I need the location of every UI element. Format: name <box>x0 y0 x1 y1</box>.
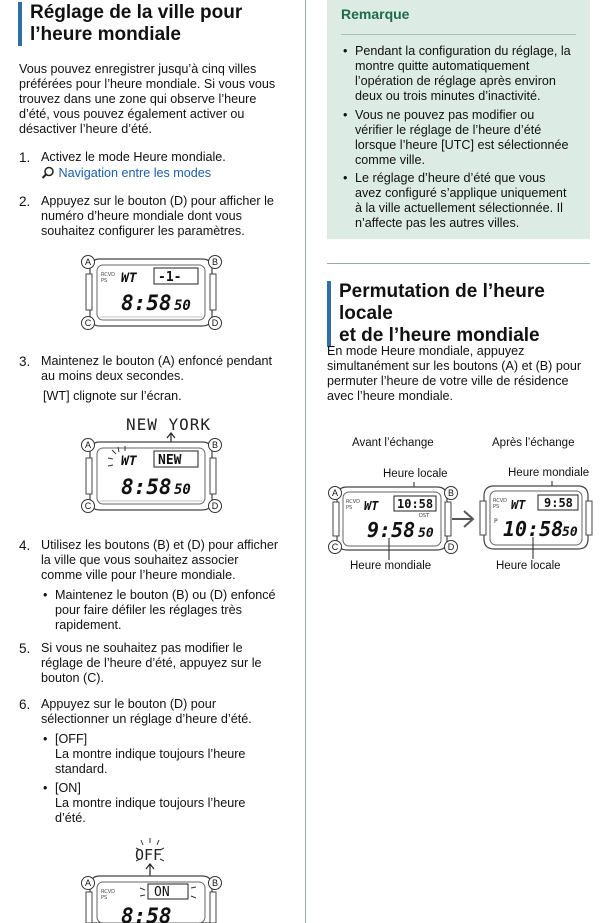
world-time-main: 9:58 <box>367 518 416 542</box>
mode-navigation-link[interactable]: Navigation entre les modes <box>41 166 211 183</box>
step-number: 5. <box>19 641 31 656</box>
seconds-display: 50 <box>562 525 578 540</box>
time-display: 8:58 <box>121 904 172 923</box>
time-display: 8:58 <box>121 475 172 499</box>
bullet-item: • [OFF] La montre indique toujours l’heure standard. <box>55 732 245 777</box>
search-icon <box>41 166 55 183</box>
step-text: Maintenez le bouton (A) enfoncé pendant au moins deux secondes. <box>41 354 273 383</box>
wt-indicator: WT <box>121 271 137 286</box>
note-divider <box>341 34 576 35</box>
note-item: • Vous ne pouvez pas modifier ou vérifier le réglage de l’heure d’été lorsque l’heure [UTC] est sélectionnée comme ville. <box>355 108 585 168</box>
button-a-label: A <box>81 255 95 269</box>
svg-text:RCVD: RCVD <box>346 499 360 505</box>
button-c-label: C <box>328 540 342 554</box>
step-text: Appuyez sur le bouton (D) pour afficher le numéro d’heure mondiale dont vous souhaitez configurer les paramètres. <box>41 194 274 238</box>
button-d-label: D <box>208 499 222 513</box>
button-d-label: D <box>208 316 222 330</box>
step-text: Appuyez sur le bouton (D) pour sélectionner un réglage d’heure d’été. <box>41 697 252 726</box>
city-code: NEW <box>158 453 182 468</box>
before-swap-label: Avant l’échange <box>352 437 434 449</box>
wt-indicator: WT <box>121 454 137 469</box>
pm-indicator: P <box>494 518 498 525</box>
button-b-label: B <box>208 876 222 890</box>
note-item: • Pendant la configuration du réglage, la montre quitte automatiquement l’opération de réglage après environ deux ou trois minutes d’inactivité. <box>355 44 585 104</box>
button-c-label: C <box>81 499 95 513</box>
watch-display-dst-setting <box>78 836 224 923</box>
button-b-label: B <box>208 255 222 269</box>
step-text: Si vous ne souhaitez pas modifier le réglage de l’heure d’été, appuyez sur le bouton (C). <box>41 641 262 685</box>
step-text: Activez le mode Heure mondiale. <box>41 150 226 164</box>
watch-after-swap <box>478 477 594 559</box>
ps-indicator: PS <box>101 278 108 284</box>
dst-on-option: ON <box>154 885 170 900</box>
svg-text:PS: PS <box>493 504 500 510</box>
swap-intro-paragraph: En mode Heure mondiale, appuyez simultanément sur les boutons (A) et (B) pour permuter l’heure de votre ville de résidence avec l’heure mondiale. <box>327 344 582 403</box>
column-divider <box>305 0 306 923</box>
step-number: 2. <box>19 194 31 209</box>
bullet-item: • Maintenez le bouton (B) ou (D) enfoncé pour faire défiler les réglages très rapidement. <box>55 588 276 633</box>
seconds-display: 50 <box>174 482 191 498</box>
world-time-caption: Heure mondiale <box>508 467 590 479</box>
step-text: Utilisez les boutons (B) et (D) pour afficher la ville que vous souhaitez associer comme ville pour l’heure mondiale. <box>41 538 279 582</box>
wt-indicator: WT <box>364 499 379 513</box>
button-b-label: B <box>444 486 458 500</box>
bullet-item: • [ON] La montre indique toujours l’heure d’été. <box>55 781 245 826</box>
section-title: Réglage de la ville pour l’heure mondiale <box>18 2 300 46</box>
svg-text:RCVD: RCVD <box>493 498 507 504</box>
wt-indicator: WT <box>511 498 526 512</box>
world-time-caption: Heure mondiale <box>350 560 432 572</box>
watch-display-world-time-number <box>78 254 224 330</box>
world-time-number: -1- <box>158 270 182 285</box>
button-d-label: D <box>444 540 458 554</box>
dst-off-option: OFF <box>135 846 163 864</box>
time-display: 8:58 <box>121 291 172 315</box>
after-swap-label: Après l’échange <box>492 437 575 449</box>
button-c-label: C <box>81 316 95 330</box>
world-time-small: 9:58 <box>544 496 573 510</box>
step-number: 6. <box>19 697 31 712</box>
button-a-label: A <box>328 486 342 500</box>
step-number: 1. <box>19 150 31 165</box>
local-time-caption: Heure locale <box>496 560 561 572</box>
section-rule <box>327 263 590 264</box>
watch-before-swap <box>327 478 461 560</box>
local-time-small: 10:58 <box>397 497 434 511</box>
rcvd-indicator: RCVD <box>101 272 115 278</box>
watch-display-wt-blinking <box>78 414 224 514</box>
dst-indicator: DST <box>419 513 430 519</box>
button-a-label: A <box>81 876 95 890</box>
note-box <box>327 0 590 239</box>
note-item: • Le réglage d’heure d’été que vous avez configuré s’applique uniquement à la ville actuellement sélectionnée. Il n’affecte pas les autres villes. <box>355 171 585 231</box>
city-name: NEW YORK <box>126 415 212 434</box>
svg-text:PS: PS <box>346 505 353 511</box>
step-subtext: [WT] clignote sur l’écran. <box>43 389 182 403</box>
note-title: Remarque <box>341 6 410 22</box>
rcvd-indicator: RCVD <box>101 889 115 895</box>
section-title-swap: Permutation de l’heure locale et de l’heure mondiale <box>327 281 604 347</box>
seconds-display: 50 <box>418 526 434 541</box>
button-a-label: A <box>81 438 95 452</box>
arrow-right-icon <box>450 508 476 530</box>
seconds-display: 50 <box>174 298 191 314</box>
button-b-label: B <box>208 438 222 452</box>
intro-paragraph: Vous pouvez enregistrer jusqu’à cinq villes préférées pour l’heure mondiale. Si vous vous trouvez dans une zone qui observe l’heure d’été, vous pouvez également activer ou désactiver l’heure d’été. <box>19 62 276 136</box>
step-number: 4. <box>19 538 31 553</box>
local-time-main: 10:58 <box>503 517 564 541</box>
local-time-caption: Heure locale <box>383 468 448 480</box>
step-number: 3. <box>19 354 31 369</box>
ps-indicator: PS <box>101 895 108 901</box>
